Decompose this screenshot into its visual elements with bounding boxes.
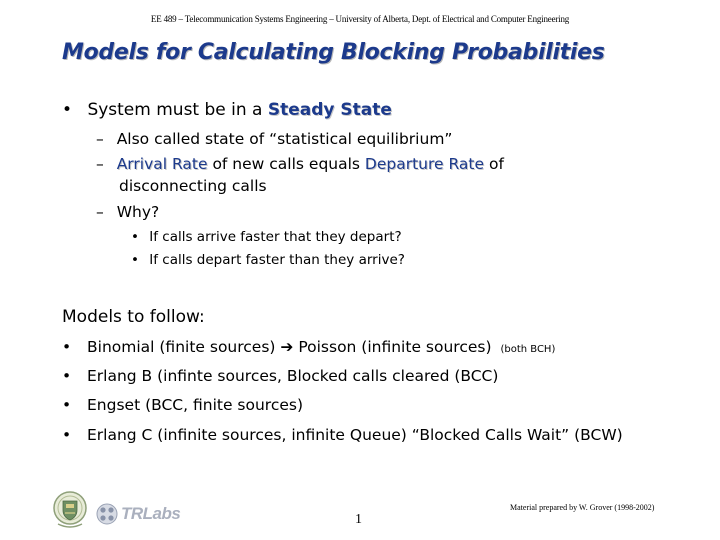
sub-bullet-rates xyxy=(96,155,504,173)
bullet-dot: • xyxy=(62,367,72,385)
subsub-bullet-1 xyxy=(131,229,402,245)
arrival-rate-highlight: Arrival Rate xyxy=(116,155,208,173)
credit-line: Material prepared by W. Grover (1998-2002) xyxy=(510,503,655,512)
bullet-dot: • xyxy=(62,396,72,414)
bullet-dot: • xyxy=(131,229,139,245)
model-text: Erlang C (infinite sources, infinite Queue) “Blocked Calls Wait” (BCW) xyxy=(87,426,623,444)
course-header: EE 489 – Telecommunication Systems Engineering – University of Alberta, Dept. of Electrical and Computer Engineering xyxy=(150,14,570,24)
sub-bullet-text: of new calls equals xyxy=(207,155,365,173)
departure-rate-highlight: Departure Rate xyxy=(364,155,485,173)
dash-marker: – xyxy=(96,155,104,173)
steady-state-highlight: Steady State xyxy=(267,100,392,120)
model-text: Binomial (finite sources) xyxy=(87,338,281,356)
university-crest-logo xyxy=(52,490,88,530)
subsub-text: If calls arrive faster that they depart? xyxy=(149,229,402,245)
page-number: 1 xyxy=(355,512,362,527)
model-note: (both BCH) xyxy=(500,344,556,355)
model-text: Engset (BCC, finite sources) xyxy=(87,396,304,414)
sub-bullet-equilibrium xyxy=(96,130,452,148)
dash-marker: – xyxy=(96,203,104,221)
model-arrow-text: Poisson (infinite sources) xyxy=(298,338,492,356)
sub-bullet-rates-cont: disconnecting calls xyxy=(119,177,267,195)
model-text: Erlang B (infinte sources, Blocked calls cleared (BCC) xyxy=(87,367,499,385)
subsub-bullet-2 xyxy=(131,252,405,268)
bullet-dot: • xyxy=(62,426,72,444)
bullet-prefix: System must be in a xyxy=(87,100,268,120)
subsub-text: If calls depart faster than they arrive? xyxy=(149,252,405,268)
bullet-dot: • xyxy=(131,252,139,268)
model-item-engset xyxy=(62,396,304,414)
bullet-dot: • xyxy=(62,338,72,356)
sub-bullet-why xyxy=(96,203,159,221)
models-heading: Models to follow: xyxy=(62,307,205,327)
dash-marker: – xyxy=(96,130,104,148)
bullet-steady-state xyxy=(62,100,392,120)
bullet-dot: • xyxy=(62,100,73,120)
sub-bullet-text: Why? xyxy=(116,203,160,221)
trlabs-logo xyxy=(96,503,180,525)
trlabs-wordmark: TRLabs xyxy=(121,504,181,523)
sub-bullet-text: Also called state of “statistical equilibrium” xyxy=(116,130,453,148)
sub-bullet-text: of xyxy=(484,155,504,173)
model-item-erlang-c xyxy=(62,426,623,444)
trlabs-emblem-icon xyxy=(96,503,118,525)
model-item-binomial xyxy=(62,338,556,356)
arrow-right-icon: ➔ xyxy=(280,338,294,356)
model-item-erlang-b xyxy=(62,367,499,385)
slide-title: Models for Calculating Blocking Probabilities xyxy=(62,40,605,65)
